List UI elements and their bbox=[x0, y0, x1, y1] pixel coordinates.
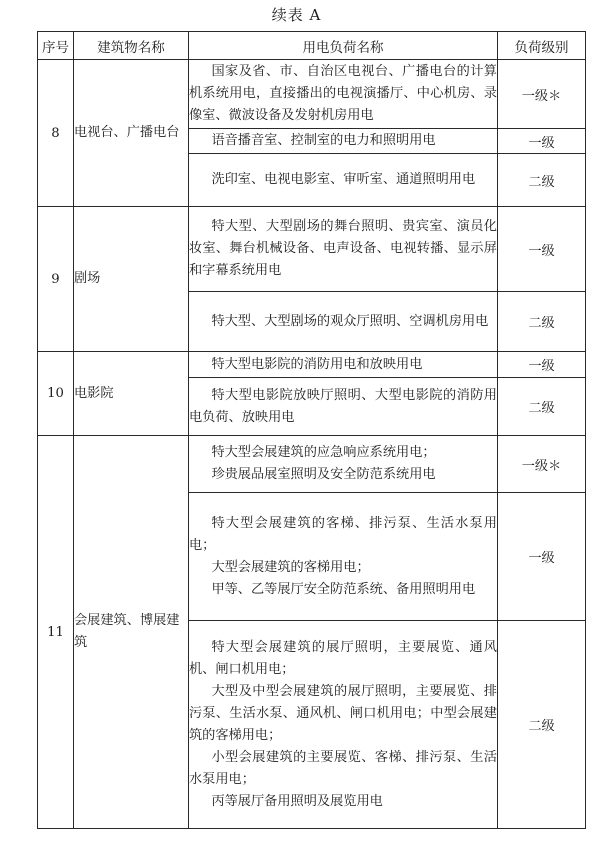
table-row bbox=[38, 60, 586, 129]
load-text: 特大型电影院的消防用电和放映用电 bbox=[211, 356, 423, 372]
header-grade: 负荷级别 bbox=[498, 32, 586, 60]
load-text: 珍贵展品展室照明及安全防范系统用电 bbox=[211, 467, 436, 482]
load-text: 特大型、大型剧场的观众厅照明、空调机房用电 bbox=[211, 313, 489, 329]
load-text: 特大型会展建筑的展厅照明，主要展览、通风机、闸口机用电； bbox=[189, 639, 497, 677]
load-text: 甲等、乙等展厅安全防范系统、备用照明用电 bbox=[211, 581, 476, 597]
seq-cell: 8 bbox=[38, 60, 74, 207]
grade-cell: 二级 bbox=[498, 378, 586, 436]
load-cell bbox=[189, 378, 498, 436]
load-cell bbox=[189, 292, 498, 352]
load-text: 特大型、大型剧场的舞台照明、贵宾室、演员化妆室、舞台机械设备、电声设备、电视转播、显示屏和字幕系统用电 bbox=[189, 219, 497, 278]
header-load: 用电负荷名称 bbox=[189, 32, 498, 60]
load-text: 特大型电影院放映厅照明、大型电影院的消防用电负荷、放映用电 bbox=[189, 387, 497, 425]
header-seq: 序号 bbox=[38, 32, 74, 60]
table-row bbox=[38, 436, 586, 493]
load-text: 丙等展厅备用照明及展览用电 bbox=[211, 793, 383, 809]
load-cell bbox=[189, 352, 498, 378]
load-cell bbox=[189, 436, 498, 493]
table-row bbox=[38, 207, 586, 292]
header-row bbox=[38, 32, 586, 60]
load-cell bbox=[189, 207, 498, 292]
seq-cell: 9 bbox=[38, 207, 74, 352]
grade-cell: 一级＊ bbox=[498, 436, 586, 493]
grade-cell: 二级 bbox=[498, 621, 586, 829]
load-cell bbox=[189, 129, 498, 154]
load-text: 特大型会展建筑的应急响应系统用电； bbox=[211, 445, 436, 460]
header-building: 建筑物名称 bbox=[74, 32, 189, 60]
grade-cell: 二级 bbox=[498, 292, 586, 352]
grade-cell: 一级 bbox=[498, 493, 586, 621]
load-text: 洗印室、电视电影室、审听室、通道照明用电 bbox=[211, 172, 476, 187]
building-name-cell: 电视台、广播电台 bbox=[74, 60, 189, 207]
load-text: 大型会展建筑的客梯用电； bbox=[211, 559, 370, 575]
load-text: 大型及中型会展建筑的展厅照明，主要展览、排污泵、生活水泵、通风机、闸口机用电；中型会展建筑的客梯用电； bbox=[189, 683, 497, 743]
grade-cell: 一级 bbox=[498, 207, 586, 292]
load-text: 语音播音室、控制室的电力和照明用电 bbox=[211, 133, 436, 148]
load-text: 国家及省、市、自治区电视台、广播电台的计算机系统用电，直接播出的电视演播厅、中心机房、录像室、微波设备及发射机房用电 bbox=[189, 64, 497, 123]
load-cell bbox=[189, 60, 498, 129]
seq-cell: 11 bbox=[38, 436, 74, 829]
building-name-cell: 剧场 bbox=[74, 207, 189, 352]
grade-cell: 一级＊ bbox=[498, 60, 586, 129]
grade-cell: 二级 bbox=[498, 154, 586, 207]
building-name-cell: 电影院 bbox=[74, 352, 189, 436]
table-caption: 续表 A bbox=[271, 6, 322, 24]
grade-cell: 一级 bbox=[498, 129, 586, 154]
grade-cell: 一级 bbox=[498, 352, 586, 378]
load-cell bbox=[189, 621, 498, 829]
load-grade-table bbox=[37, 31, 586, 829]
load-cell bbox=[189, 493, 498, 621]
seq-cell: 10 bbox=[38, 352, 74, 436]
table-row bbox=[38, 352, 586, 378]
load-text: 特大型会展建筑的客梯、排污泵、生活水泵用电； bbox=[189, 515, 497, 553]
load-cell bbox=[189, 154, 498, 207]
building-name-cell: 会展建筑、博展建筑 bbox=[74, 436, 189, 829]
load-text: 小型会展建筑的主要展览、客梯、排污泵、生活水泵用电； bbox=[189, 749, 497, 787]
